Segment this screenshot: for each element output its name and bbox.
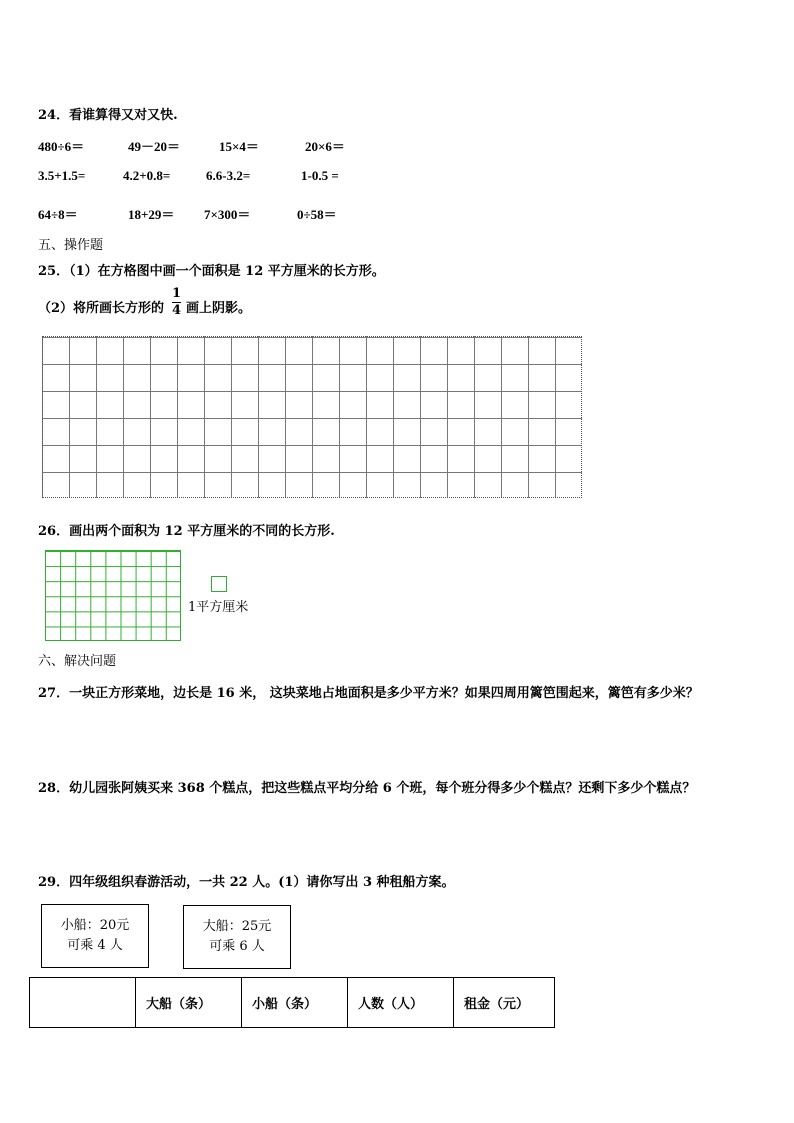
calc-item: 15×4＝ (219, 139, 259, 154)
rental-plan-table (29, 977, 555, 1028)
section-heading-operation: 五、操作题 (38, 238, 104, 253)
q28-text: 28．幼儿园张阿姨买来 368 个糕点，把这些糕点平均分给 6 个班，每个班分得多少个糕点？还剩下多少个糕点？ (38, 781, 696, 796)
small-boat-price: 小船：20元 (60, 918, 130, 933)
unit-square (211, 576, 227, 592)
q25-line2-before: （2）将所画长方形的 (38, 301, 165, 316)
section-heading-solve: 六、解决问题 (38, 654, 117, 669)
table-header-row (30, 978, 555, 1028)
q29-title: 29．四年级组织春游活动，一共 22 人。(1）请你写出 3 种租船方案。 (38, 875, 455, 890)
calc-item: 0÷58＝ (297, 207, 337, 222)
calc-item: 49－20＝ (128, 139, 181, 154)
table-header-cell: 小船（条） (242, 978, 348, 1028)
q24-title: 24．看谁算得又对又快. (38, 108, 178, 123)
calc-item: 4.2+0.8= (123, 168, 171, 183)
q26-title: 26．画出两个面积为 12 平方厘米的不同的长方形. (38, 524, 335, 539)
table-header-cell: 人数（人） (348, 978, 454, 1028)
unit-square-label: 1平方厘米 (188, 600, 249, 615)
small-boat-capacity: 可乘 4 人 (67, 938, 123, 953)
q27-text: 27．一块正方形菜地，边长是 16 米， 这块菜地占地面积是多少平方米？如果四周用篱笆围起来，篱笆有多少米？ (38, 686, 699, 701)
fraction-one-quarter (172, 287, 181, 318)
calc-item: 6.6-3.2= (206, 168, 251, 183)
q25-line2-after: 画上阴影。 (186, 301, 252, 316)
fraction-numerator: 1 (172, 286, 182, 301)
drawing-grid[interactable] (42, 336, 582, 498)
table-header-cell[interactable] (30, 978, 136, 1028)
big-boat-price: 大船：25元 (202, 919, 272, 934)
calc-item: 64÷8＝ (38, 207, 78, 222)
calc-item: 3.5+1.5= (38, 168, 86, 183)
small-boat-info-box (41, 904, 149, 968)
big-boat-capacity: 可乘 6 人 (209, 939, 265, 954)
table-header-cell: 租金（元） (454, 978, 555, 1028)
big-boat-info-box (183, 905, 291, 969)
green-square-grid[interactable] (45, 550, 181, 641)
fraction-denominator: 4 (172, 303, 182, 318)
calc-item: 20×6＝ (305, 139, 345, 154)
calc-item: 1-0.5 = (301, 168, 339, 183)
calc-item: 7×300＝ (204, 207, 251, 222)
calc-item: 18+29＝ (128, 207, 175, 222)
table-header-cell: 大船（条） (136, 978, 242, 1028)
q25-line1: 25．（1）在方格图中画一个面积是 12 平方厘米的长方形。 (38, 264, 385, 279)
calc-item: 480÷6＝ (38, 139, 85, 154)
